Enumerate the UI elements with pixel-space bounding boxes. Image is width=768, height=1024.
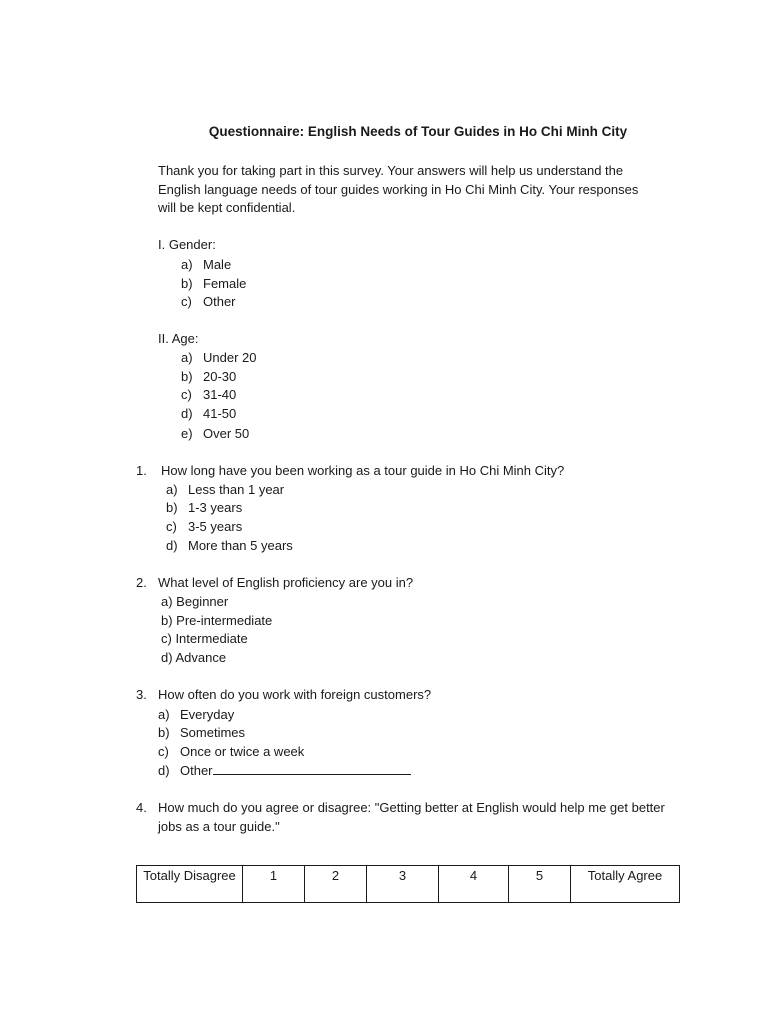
age-option-41-50[interactable] bbox=[181, 405, 236, 423]
scale-cell-1[interactable]: 1 bbox=[243, 866, 305, 903]
option-letter: a) bbox=[181, 257, 193, 272]
option-label: Under 20 bbox=[203, 350, 257, 365]
q1-option-d[interactable] bbox=[166, 537, 293, 555]
q2-option-b[interactable]: b) Pre-intermediate bbox=[161, 613, 273, 628]
option-label: Other bbox=[203, 294, 236, 309]
option-label: Sometimes bbox=[180, 725, 246, 740]
option-letter: b) bbox=[181, 276, 193, 291]
option-letter: c) bbox=[166, 519, 177, 534]
option-letter: e) bbox=[181, 426, 193, 441]
age-heading: II. Age: bbox=[158, 331, 199, 346]
question-2-number: 2. bbox=[136, 575, 147, 590]
gender-option-other[interactable] bbox=[181, 293, 236, 311]
option-letter: d) bbox=[181, 406, 193, 421]
option-label: Other bbox=[180, 763, 213, 778]
option-label: Over 50 bbox=[203, 426, 250, 441]
option-letter: a) bbox=[181, 350, 193, 365]
age-option-20-30[interactable] bbox=[181, 368, 236, 386]
option-label: 20-30 bbox=[203, 369, 237, 384]
option-letter: d) bbox=[158, 763, 170, 778]
gender-option-female[interactable] bbox=[181, 275, 246, 293]
scale-row bbox=[137, 866, 680, 903]
option-letter: d) bbox=[166, 538, 178, 553]
gender-option-male[interactable] bbox=[181, 256, 231, 274]
option-letter: a) bbox=[158, 707, 170, 722]
q3-option-d[interactable] bbox=[158, 762, 411, 780]
option-label: Female bbox=[203, 276, 247, 291]
q2-option-d[interactable]: d) Advance bbox=[161, 650, 227, 665]
q3-option-a[interactable] bbox=[158, 706, 234, 724]
option-letter: c) bbox=[181, 387, 192, 402]
option-letter: c) bbox=[158, 744, 169, 759]
option-letter: b) bbox=[181, 369, 193, 384]
scale-cell-4[interactable]: 4 bbox=[439, 866, 509, 903]
age-option-under-20[interactable] bbox=[181, 349, 256, 367]
q3-option-b[interactable] bbox=[158, 724, 245, 742]
scale-cell-2[interactable]: 2 bbox=[305, 866, 367, 903]
age-option-31-40[interactable] bbox=[181, 386, 236, 404]
question-1-number: 1. bbox=[136, 463, 147, 478]
option-label: More than 5 years bbox=[188, 538, 293, 553]
question-1-text: How long have you been working as a tour guide in Ho Chi Minh City? bbox=[161, 463, 565, 478]
option-label: Once or twice a week bbox=[180, 744, 305, 759]
q1-option-c[interactable] bbox=[166, 518, 242, 536]
gender-heading: I. Gender: bbox=[158, 237, 216, 252]
option-letter: b) bbox=[166, 500, 178, 515]
option-label: Everyday bbox=[180, 707, 235, 722]
option-label: 41-50 bbox=[203, 406, 237, 421]
q2-option-a[interactable]: a) Beginner bbox=[161, 594, 229, 609]
other-answer-blank[interactable] bbox=[213, 762, 411, 775]
q1-option-a[interactable] bbox=[166, 481, 284, 499]
question-3-number: 3. bbox=[136, 687, 147, 702]
option-label: 1-3 years bbox=[188, 500, 243, 515]
q3-option-c[interactable] bbox=[158, 743, 304, 761]
option-letter: a) bbox=[166, 482, 178, 497]
question-4-text-line-1: How much do you agree or disagree: "Getting better at English would help me get better bbox=[158, 800, 665, 815]
scale-cell-totally-agree[interactable]: Totally Agree bbox=[571, 866, 680, 903]
option-label: 3-5 years bbox=[188, 519, 243, 534]
option-label: 31-40 bbox=[203, 387, 237, 402]
scale-cell-5[interactable]: 5 bbox=[509, 866, 571, 903]
option-label: Less than 1 year bbox=[188, 482, 285, 497]
page-title: Questionnaire: English Needs of Tour Guides in Ho Chi Minh City bbox=[208, 124, 628, 139]
option-letter: b) bbox=[158, 725, 170, 740]
question-4-text-line-2: jobs as a tour guide." bbox=[158, 819, 280, 834]
q1-option-b[interactable] bbox=[166, 499, 242, 517]
option-label: Male bbox=[203, 257, 232, 272]
question-3-text: How often do you work with foreign customers? bbox=[158, 687, 432, 702]
scale-cell-totally-disagree[interactable]: Totally Disagree bbox=[137, 866, 243, 903]
option-letter: c) bbox=[181, 294, 192, 309]
scale-cell-3[interactable]: 3 bbox=[367, 866, 439, 903]
age-option-over-50[interactable] bbox=[181, 425, 249, 443]
question-2-text: What level of English proficiency are you in? bbox=[158, 575, 414, 590]
intro-paragraph: Thank you for taking part in this survey. Your answers will help us understand the English language needs of tour guides working in Ho Chi Minh City. Your responses will be kept confidential. bbox=[158, 163, 639, 216]
q2-option-c[interactable]: c) Intermediate bbox=[161, 631, 248, 646]
agreement-scale-table bbox=[136, 865, 680, 903]
question-4-number: 4. bbox=[136, 800, 147, 815]
